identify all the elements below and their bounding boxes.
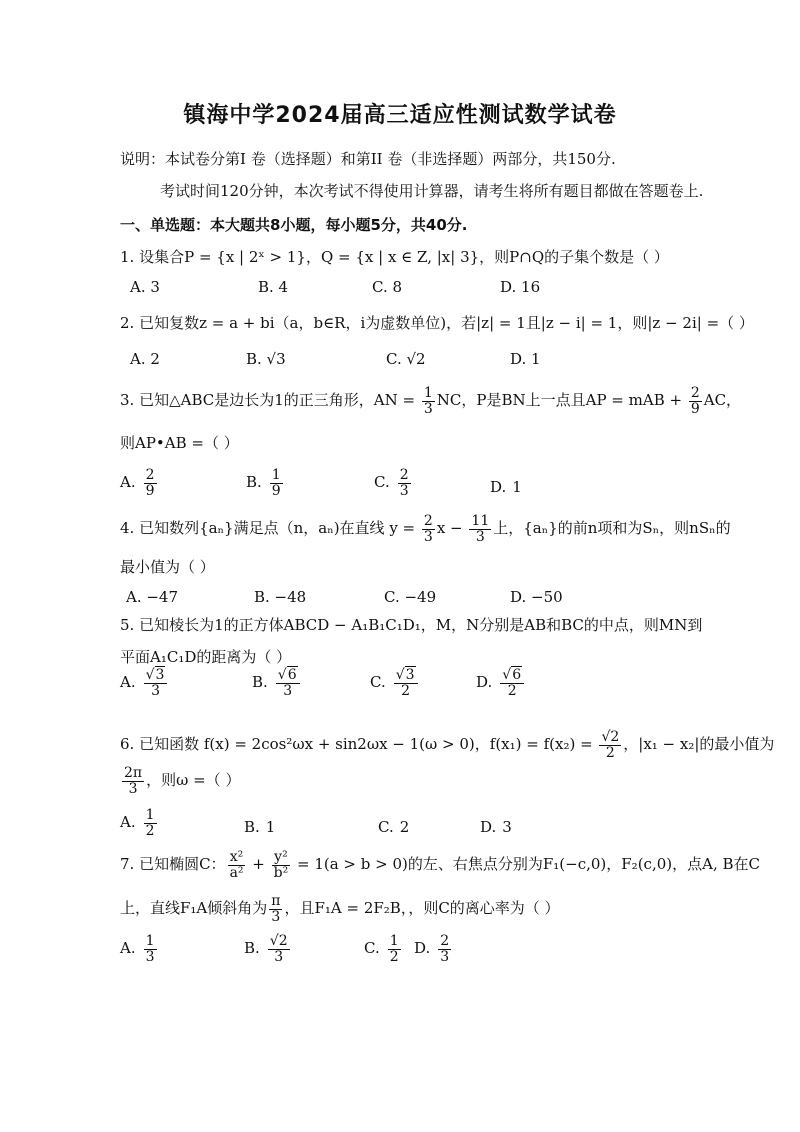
question-5-stem: 5. 已知棱长为1的正方体ABCD − A₁B₁C₁D₁，M，N分别是AB和BC的中点，则MN到	[120, 616, 703, 634]
q3-option-c: C. $\frac{2}{3}$	[374, 467, 409, 499]
question-2-stem: 2. 已知复数z = a + bi（a，b∈R，i为虚数单位)，若|z| = 1且|z − i| = 1，则|z − 2i| =（ ）	[120, 314, 754, 332]
question-7-stem: 7. 已知椭圆C： $\frac{\text{x²}}{\text{a²}}$ + $\frac{\text{y²}}{\text{b²}}$ = 1(a > b > 0)的左、右焦点分别为F₁(−c,0)，F₂(c,0)，点A, B在C	[120, 849, 760, 881]
question-6-line-2: $\frac{2\pi}{3}$ ，则ω =（ ）	[124, 765, 241, 797]
intro-line-1: 说明：本试卷分第I 卷（选择题）和第II 卷（非选择题）两部分，共150分.	[120, 150, 616, 168]
question-4-line-2: 最小值为（ ）	[120, 558, 215, 576]
q6-option-c: C. 2	[378, 818, 410, 836]
section-heading: 一、单选题：本大题共8小题，每小题5分，共40分.	[120, 216, 468, 234]
q3-option-b: B. $\frac{1}{9}$	[246, 467, 281, 499]
q4-frac-1: $\frac{2}{3}$	[423, 513, 433, 545]
q6-frac-1: $\frac{√2}{2}$	[601, 729, 620, 761]
question-4-stem: 4. 已知数列{aₙ}满足点（n，aₙ)在直线 y = $\frac{2}{3}$ x − $\frac{11}{3}$ 上，{aₙ}的前n项和为Sₙ，则nSₙ的	[120, 513, 731, 545]
question-3-stem	[120, 386, 760, 416]
q7-frac-3: $\frac{\pi}{3}$	[271, 893, 281, 925]
q3-frac-1: $\frac{1}{3}$	[423, 385, 433, 417]
q5-option-d: D. $\frac{√6}{2}$	[476, 668, 526, 698]
q3-option-a: A. $\frac{2}{9}$	[120, 467, 155, 499]
question-7-line-2: 上，直线F₁A倾斜角为 $\frac{\pi}{3}$ ，且F₁A = 2F₂B，，则C的离心率为（ ）	[120, 893, 560, 925]
q3-stem-b: AN =	[373, 391, 420, 410]
q1-option-a: A. 3	[130, 278, 160, 296]
q7-option-a: A. $\frac{1}{3}$	[120, 933, 155, 965]
q3-frac-2: $\frac{2}{9}$	[690, 385, 700, 417]
q5-option-c: C. $\frac{√3}{2}$	[370, 668, 420, 698]
question-5-line-2: 平面A₁C₁D的距离为（ ）	[120, 648, 292, 666]
q5-option-a: A. $\frac{√3}{3}$	[120, 668, 169, 698]
q4-option-c: C. −49	[384, 588, 437, 606]
question-3-line-2: 则AP•AB =（ ）	[120, 434, 239, 452]
q1-option-b: B. 4	[258, 278, 289, 296]
q1-option-c: C. 8	[372, 278, 403, 296]
q3-stem-c: NC，P是BN上一点且	[436, 391, 586, 410]
q4-option-a: A. −47	[126, 588, 179, 606]
q2-option-c: C. √2	[386, 350, 426, 368]
q1-option-d: D. 16	[500, 278, 541, 296]
q3-stem-e: AC，	[703, 391, 742, 410]
q6-option-a: A. $\frac{1}{2}$	[120, 807, 155, 839]
q3-stem-a: 3. 已知△ABC是边长为1的正三角形，	[120, 391, 374, 410]
question-1-stem: 1. 设集合P = {x | 2ˣ > 1}，Q = {x | x ∈ Z, |x| 3}，则P∩Q的子集个数是（ ）	[120, 248, 669, 266]
q7-option-c: C. $\frac{1}{2}$	[364, 933, 399, 965]
q2-option-d: D. 1	[510, 350, 541, 368]
q7-frac-1: $\frac{\text{x²}}{\text{a²}}$	[229, 849, 244, 881]
q2-option-a: A. 2	[130, 350, 160, 368]
q7-frac-2: $\frac{\text{y²}}{\text{b²}}$	[273, 849, 289, 881]
question-6-stem: 6. 已知函数 f(x) = 2cos²ωx + sin2ωx − 1(ω > 0)，f(x₁) = f(x₂) = $\frac{√2}{2}$ ，|x₁ − x₂|的最小值为	[120, 729, 775, 761]
q4-option-b: B. −48	[254, 588, 307, 606]
q3-stem-d: AP = mAB +	[585, 391, 687, 410]
q4-option-d: D. −50	[510, 588, 563, 606]
intro-line-2: 考试时间120分钟，本次考试不得使用计算器，请考生将所有题目都做在答题卷上.	[160, 182, 704, 200]
q7-option-d: D. $\frac{2}{3}$	[414, 933, 450, 965]
exam-title: 镇海中学2024届高三适应性测试数学试卷	[183, 103, 617, 128]
q3-option-d: D. 1	[490, 478, 522, 496]
q4-frac-2: $\frac{11}{3}$	[471, 513, 490, 545]
q5-option-b: B. $\frac{√6}{3}$	[252, 668, 302, 698]
q6-option-b: B. 1	[244, 818, 276, 836]
q6-frac-2: $\frac{2\pi}{3}$	[124, 765, 143, 797]
q2-option-b: B. √3	[246, 350, 286, 368]
q6-option-d: D. 3	[480, 818, 512, 836]
q7-option-b: B. $\frac{√2}{3}$	[244, 933, 288, 965]
